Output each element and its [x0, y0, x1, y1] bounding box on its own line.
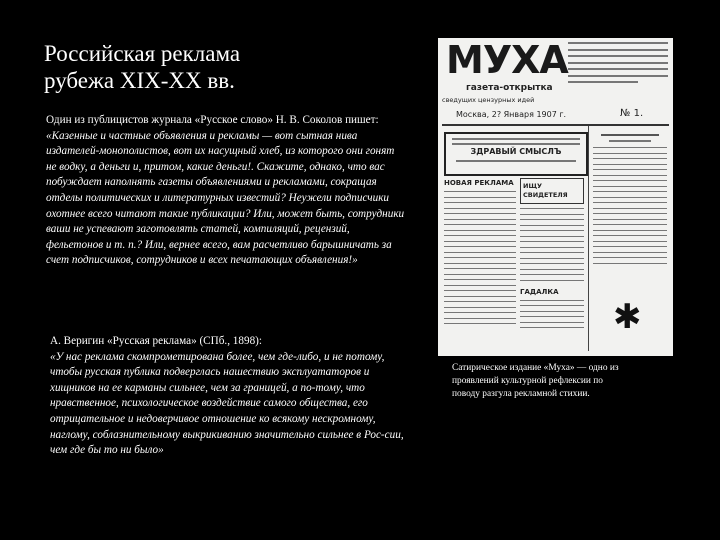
middle-headline: ИЩУ СВИДЕТЕЛЯ	[520, 178, 584, 204]
middle-column	[520, 178, 584, 333]
slide-title	[44, 40, 240, 94]
image-caption: Сатирическое издание «Муха» — одно из проявлений культурной рефлексии по поводу разгула рекламной стихии.	[452, 363, 619, 399]
divider	[442, 124, 669, 126]
sokolov-quote	[46, 113, 406, 269]
quote2-text: «У нас реклама скомпрометирована более, чем где-либо, и не потому, чтобы русская публика подверглась нашествию эксплуататоров и хищников на ее карманы сильнее, чем за границей, а по-тому, что нравственное, психологическое воздействие самого общества, его отрицательное и недоверчивое отношение ко всякому нескромному, наглому, соблазнительному выкрикиванию значительно сильнее в Рос-сии, чем где бы то ни было»	[50, 350, 404, 457]
left-column	[444, 178, 516, 329]
newspaper-top-text	[568, 42, 668, 88]
newspaper-image	[438, 38, 673, 356]
newspaper-box	[444, 132, 588, 176]
quote1-intro: Один из публицистов журнала «Русское слово» Н. В. Соколов пишет:	[46, 114, 379, 126]
newspaper-masthead: МУХА	[446, 38, 568, 82]
newspaper-date: Москва, 2? Января 1907 г.	[456, 110, 567, 119]
bottom-headline: ГАДАЛКА	[520, 287, 559, 296]
newspaper-subtitle: газета-открытка	[466, 83, 553, 93]
box-headline: ЗДРАВЫЙ СМЫСЛЪ	[470, 147, 562, 156]
newspaper-issue: № 1.	[620, 108, 644, 119]
title-line-1: Российская реклама	[44, 41, 241, 66]
fly-icon: ✱	[613, 299, 642, 336]
quote1-text: «Казенные и частные объявления и рекламы — вот сытная нива издателей-монополистов, вот их насущный хлеб, из которого они гонят не водку, а деньги и, притом, какие деньги!. Скажите, однако, что вас побуждает наполнять газеты объявлениями и рекламами, сокращая отделы политических и литературных известий? Неужели подписчики охотнее всего читают такие публикации? Или, может быть, сотрудники ваши не успевают заготовлять статей, компиляций, рецензий, фельетонов и т. п.? Или, вернее всего, вам расчетливо барышничать за счет подписчиков, сотрудников и всех печатающих объявления!»	[46, 129, 405, 267]
left-headline: НОВАЯ РЕКЛАМА	[444, 179, 514, 187]
newspaper-tagline: сведущих цензурных идей	[442, 96, 535, 104]
quote2-intro: А. Веригин «Русская реклама» (СПб., 1898):	[50, 335, 263, 347]
verigin-quote	[50, 334, 410, 459]
title-line-2: рубежа XIX-XX вв.	[44, 68, 235, 93]
right-column	[593, 134, 667, 268]
